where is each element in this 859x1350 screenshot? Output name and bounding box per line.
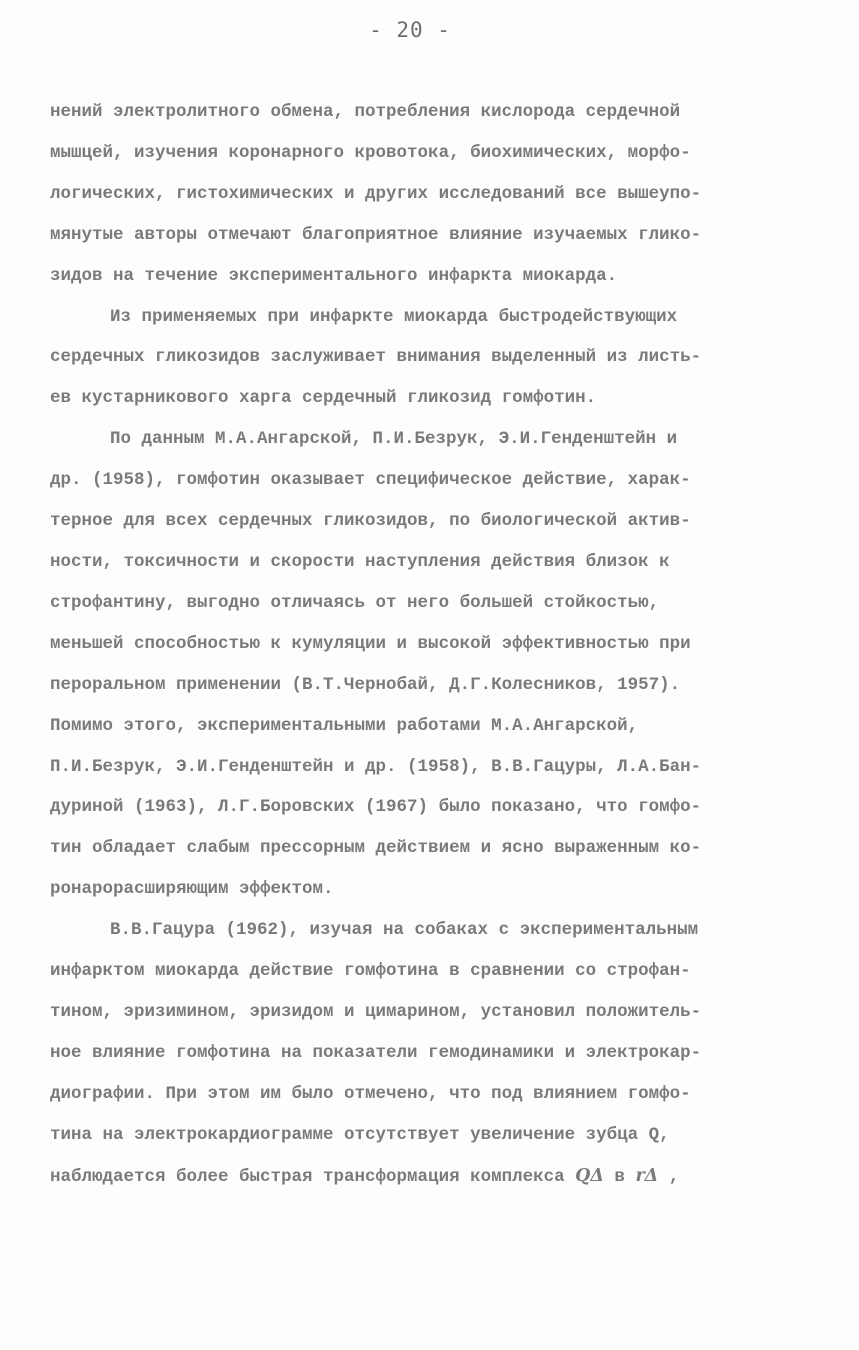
text-line: Помимо этого, экспериментальными работами М.А.Ангарской, <box>50 715 639 736</box>
text-line: инфарктом миокарда действие гомфотина в сравнении со строфан- <box>50 961 691 982</box>
text-line: мышцей, изучения коронарного кровотока, биохимических, морфо- <box>50 142 691 163</box>
text-line: меньшей способностью к кумуляции и высокой эффективностью при <box>50 633 691 654</box>
text-line: зидов на течение экспериментального инфаркта миокарда. <box>50 265 618 286</box>
body-text <box>50 92 810 1197</box>
text-fragment: , <box>658 1166 680 1187</box>
text-line-last <box>50 1156 810 1198</box>
text-line: др. (1958), гомфотин оказывает специфическое действие, харак- <box>50 470 691 491</box>
text-line: ев кустарникового харга сердечный гликозид гомфотин. <box>50 388 597 409</box>
text-line: пероральном применении (В.Т.Чернобай, Д.Г.Колесников, 1957). <box>50 674 681 695</box>
text-line: ронарорасширяющим эффектом. <box>50 879 334 900</box>
text-fragment: наблюдается более быстрая трансформация комплекса <box>50 1166 576 1187</box>
text-line: тин обладает слабым прессорным действием и ясно выраженным ко- <box>50 838 702 859</box>
text-line: строфантину, выгодно отличаясь от него большей стойкостью, <box>50 592 660 613</box>
paragraph-first-line: По данным М.А.Ангарской, П.И.Безрук, Э.И.Генденштейн и <box>110 429 678 450</box>
text-line: тина на электрокардиограмме отсутствует увеличение зубца Q, <box>50 1124 670 1145</box>
text-line: диографии. При этом им было отмечено, что под влиянием гомфо- <box>50 1083 691 1104</box>
text-line: тином, эризимином, эризидом и цимарином, установил положитель- <box>50 1001 702 1022</box>
text-line: ности, токсичности и скорости наступления действия близок к <box>50 551 670 572</box>
text-line: П.И.Безрук, Э.И.Генденштейн и др. (1958), В.В.Гацуры, Л.А.Бан- <box>50 756 702 777</box>
text-line: сердечных гликозидов заслуживает внимания выделенный из листь- <box>50 347 702 368</box>
text-line: терное для всех сердечных гликозидов, по биологической актив- <box>50 511 691 532</box>
ecg-complex-symbol: rΔ <box>635 1165 659 1186</box>
text-line: логических, гистохимических и других исследований все вышеупо- <box>50 183 702 204</box>
paragraph-first-line: В.В.Гацура (1962), изучая на собаках с экспериментальным <box>110 920 699 941</box>
page-number: - 20 - <box>369 18 451 42</box>
ecg-complex-symbol: QΔ <box>575 1165 604 1186</box>
text-line: дуриной (1963), Л.Г.Боровских (1967) было показано, что гомфо- <box>50 797 702 818</box>
text-line: мянутые авторы отмечают благоприятное влияние изучаемых глико- <box>50 224 702 245</box>
text-line: нений электролитного обмена, потребления кислорода сердечной <box>50 102 681 122</box>
text-line: ное влияние гомфотина на показатели гемодинамики и электрокар- <box>50 1042 702 1063</box>
text-fragment: в <box>603 1166 636 1187</box>
paragraph-first-line: Из применяемых при инфаркте миокарда быстродействующих <box>110 306 678 327</box>
